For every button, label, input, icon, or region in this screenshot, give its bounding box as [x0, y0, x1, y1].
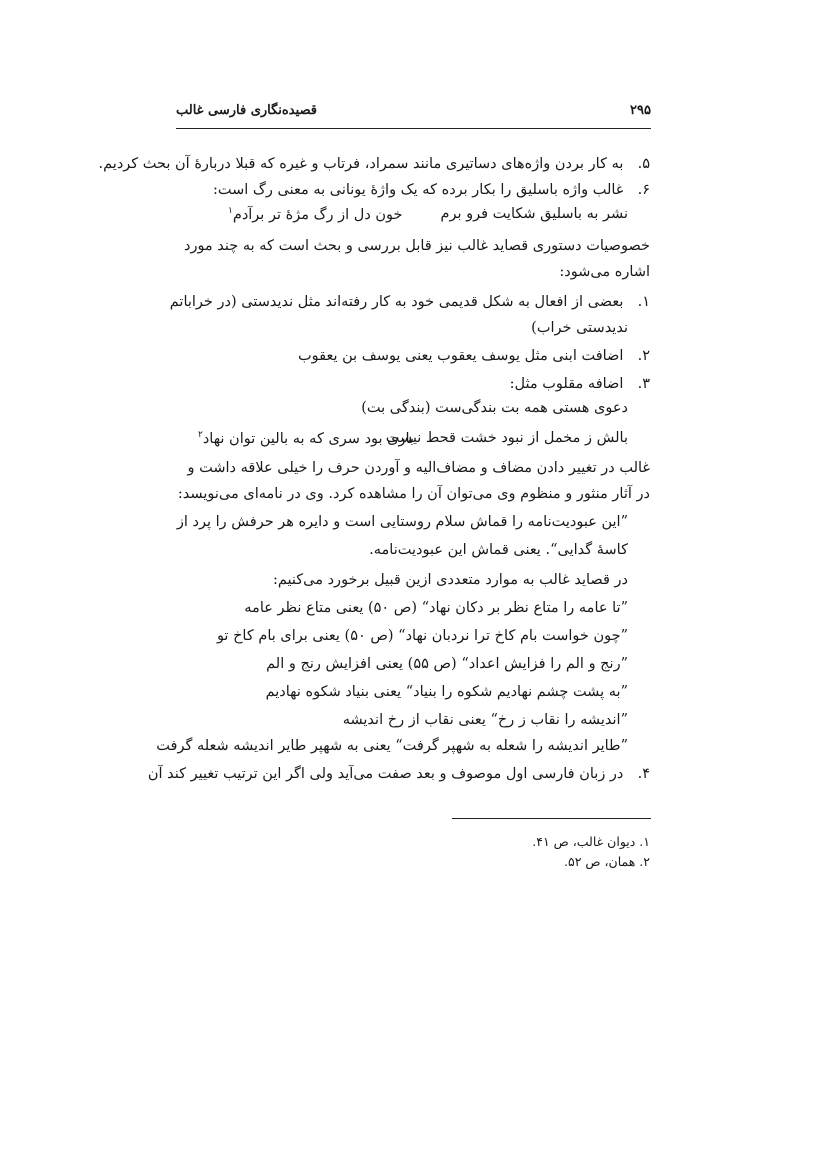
examples-intro: در قصاید غالب به موارد متعددی ازین قبیل برخورد می‌کنیم: — [272, 572, 628, 588]
example-line: ”رنج و الم را فزایش اعداد“ (ص ۵۵) یعنی افزایش رنج و الم — [266, 656, 628, 672]
grammar-item-3-example: دعوی هستی همه بت بندگی‌ست (بندگی بت) — [361, 400, 628, 416]
grammar-item-1 — [170, 292, 650, 312]
grammar-item-2 — [298, 346, 650, 366]
item-text: اضافه مقلوب مثل: — [509, 376, 624, 392]
footnote-marker: ۲ — [198, 430, 203, 440]
verse-hemistich-right — [386, 430, 628, 446]
verse-hemistich-left — [198, 430, 414, 447]
page-number: ۲۹۵ — [630, 103, 651, 118]
hemistich-text: خون دل از رگ مژهٔ تر برآدم — [232, 206, 403, 223]
hemistich-text: باری بود سری که به بالین توان نهاد — [202, 430, 414, 447]
paragraph-line: غالب در تغییر دادن مضاف و مضاف‌الیه و آوردن حرف را خیلی علاقه داشت و — [187, 460, 650, 476]
paragraph-line: در آثار منثور و منظوم وی می‌توان آن را مشاهده کرد. وی در نامه‌ای می‌نویسد: — [177, 486, 650, 502]
item-text: اضافت ابنی مثل یوسف یعقوب یعنی یوسف بن یعقوب — [297, 348, 624, 364]
paragraph-line: اشاره می‌شود: — [559, 264, 650, 280]
example-line: ”تا عامه را متاع نظر بر دکان نهاد“ (ص ۵۰) یعنی متاع نظر عامه — [244, 600, 628, 616]
item-number: ۲. — [637, 348, 650, 364]
item-number: ۶. — [637, 182, 650, 198]
footnote-rule — [452, 818, 651, 819]
example-line: ”به پشت چشم نهادیم شکوه را بنیاد“ یعنی بنیاد شکوه نهادیم — [265, 684, 628, 700]
item-number: ۵. — [637, 156, 650, 172]
example-line: ”چون خواست بام کاخ ترا نردبان نهاد“ (ص ۵۰) یعنی برای بام کاخ تو — [216, 628, 628, 644]
item-text: به کار بردن واژه‌های دساتیری مانند سمراد، فرتاب و غیره که قبلا دربارهٔ آن بحث کردیم. — [98, 156, 624, 172]
item-number: ۱. — [637, 294, 650, 310]
quote-line: کاسهٔ گدایی“. یعنی قماش این عبودیت‌نامه. — [369, 542, 628, 558]
quote-line: ”این عبودیت‌نامه را قماش سلام روستایی است و دایره هر حرفش را پرد از — [176, 514, 628, 530]
example-line: ”طایر اندیشه را شعله به شهپر گرفت“ یعنی به شهپر طایر اندیشه شعله گرفت — [156, 738, 628, 754]
item-number: ۳. — [637, 376, 650, 392]
verse-hemistich-left — [228, 206, 403, 223]
header-rule — [176, 128, 651, 129]
list-item-5 — [99, 154, 650, 174]
footnote-marker: ۱ — [228, 206, 233, 216]
item-text: غالب واژه باسلیق را بکار برده که یک واژهٔ یونانی به معنی رگ است: — [212, 182, 624, 198]
running-title: قصیده‌نگاری فارسی غالب — [176, 103, 317, 118]
grammar-item-3 — [510, 374, 650, 394]
running-header — [176, 97, 651, 127]
footnote-2: ۲. همان، ص ۵۲. — [564, 854, 650, 869]
item-number: ۴. — [637, 766, 650, 782]
item-text: در زبان فارسی اول موصوف و بعد صفت می‌آید ولی اگر این ترتیب تغییر کند آن — [147, 766, 624, 782]
paragraph-line: خصوصیات دستوری قصاید غالب نیز قابل بررسی و بحث است که به چند مورد — [183, 238, 650, 254]
grammar-item-4 — [148, 764, 650, 784]
grammar-item-1-continued: ندیدستی خراب) — [531, 320, 628, 336]
footnote-1: ۱. دیوان غالب، ص ۴۱. — [532, 834, 650, 849]
item-text: بعضی از افعال به شکل قدیمی خود به کار رفته‌اند مثل ندیدستی (در خراباتم — [169, 294, 624, 310]
hemistich-text: بالش ز مخمل از نبود خشت قحط نیست — [385, 430, 628, 446]
verse-hemistich-right — [441, 206, 629, 222]
hemistich-text: نشر به باسلیق شکایت فرو برم — [440, 206, 628, 222]
example-line: ”اندیشه را نقاب ز رخ“ یعنی نقاب از رخ اندیشه — [342, 712, 628, 728]
list-item-6 — [213, 180, 650, 200]
